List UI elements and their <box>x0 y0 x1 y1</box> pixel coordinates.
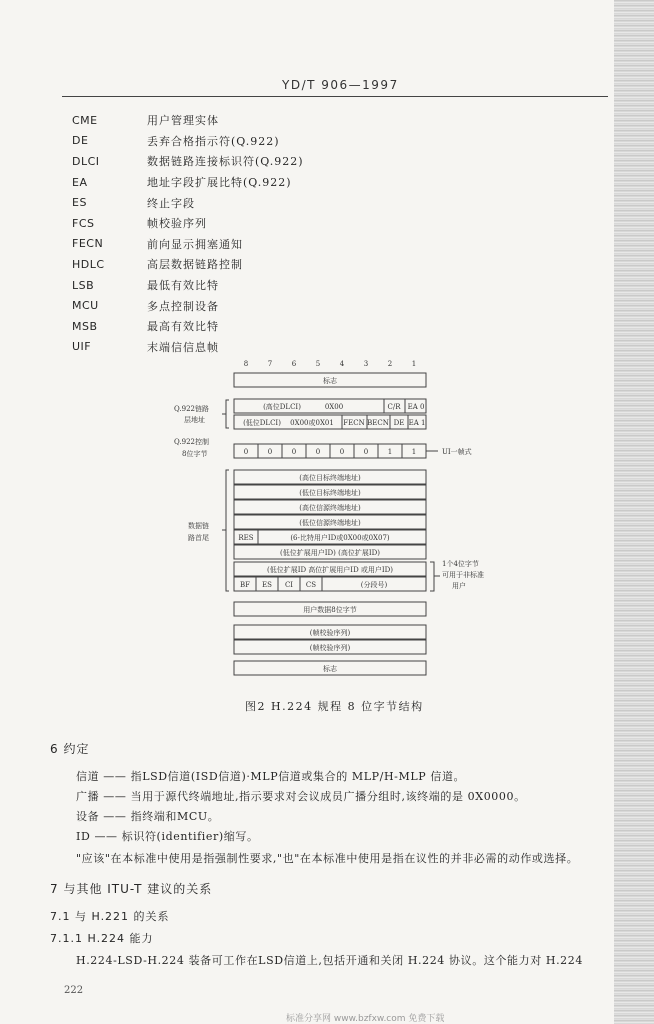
section-7-1-1-title: 7.1.1 H.224 能力 <box>50 932 154 945</box>
bit-num-2: 2 <box>387 360 393 368</box>
addr2-de: DE <box>393 419 405 427</box>
section-7-1-1-text: H.224-LSD-H.224 装备可工作在LSD信道上,包括开通和关闭 H.224 协议。这个能力对 H.224 <box>76 954 583 967</box>
ctrl-bit-1: 1 <box>411 448 417 456</box>
flag-bottom-box <box>234 661 426 675</box>
abbreviation-row <box>72 234 492 255</box>
definition-should: "应该"在本标准中使用是指强制性要求,"也"在本标准中使用是指在议性的并非必需的动作或选择。 <box>76 852 579 865</box>
dl-row-6: (低位扩展用户ID) (高位扩展ID) <box>280 549 380 557</box>
addr2-fecn: FECN <box>343 419 365 427</box>
abbreviation-definition: 数据链路连接标识符(Q.922) <box>147 155 304 169</box>
abbreviation-definition: 高层数据链路控制 <box>147 258 243 272</box>
header-rule <box>62 96 608 97</box>
flag-bottom-label: 标志 <box>323 665 337 673</box>
definition-id: ID —— 标识符(identifier)缩写。 <box>76 830 259 843</box>
abbreviation-definition: 最低有效比特 <box>147 279 219 293</box>
dl-row-4: (低位信源终端地址) <box>299 519 361 527</box>
q922-control-label-1: Q.922控制 <box>174 438 209 446</box>
abbreviation-definition: 终止字段 <box>147 196 195 210</box>
dl-header-label-1: 数据链 <box>188 522 209 530</box>
dl-row-5-res: RES <box>238 534 254 542</box>
q922-address-label-2: 层地址 <box>184 416 205 424</box>
definition-device: 设备 —— 指终端和MCU。 <box>76 810 220 823</box>
ctrl-bit-3: 0 <box>363 448 369 456</box>
dl-row-8-cs: CS <box>305 581 317 589</box>
addr2-ea: EA 1 <box>408 419 426 427</box>
abbreviation-definition: 最高有效比特 <box>147 320 219 334</box>
dl-row-1: (高位目标终端地址) <box>299 474 361 482</box>
address-octet-1 <box>234 399 426 413</box>
address-octet-2 <box>234 415 426 429</box>
bit-num-4: 4 <box>339 360 345 368</box>
flag-top-box <box>234 373 426 387</box>
abbreviation-term: FCS <box>72 216 95 230</box>
abbreviation-term: DE <box>72 134 89 148</box>
abbreviation-row <box>72 192 492 213</box>
ctrl-bit-2: 1 <box>387 448 393 456</box>
watermark-footer: 标准分享网 www.bzfxw.com 免费下载 <box>286 1014 445 1024</box>
scanned-page-edge <box>614 0 654 1024</box>
fcs-label-1: (帧校验序列) <box>309 629 351 637</box>
ctrl-bit-5: 0 <box>315 448 321 456</box>
bit-num-6: 6 <box>291 360 297 368</box>
dl-row-3: (高位信源终端地址) <box>299 504 361 512</box>
abbreviation-definition: 用户管理实体 <box>147 114 219 128</box>
fcs-octet-2 <box>234 640 426 654</box>
ui-frame-label: UI一帧式 <box>442 448 472 456</box>
abbreviation-term: MCU <box>72 299 99 313</box>
bit-num-3: 3 <box>363 360 369 368</box>
abbreviation-term: CME <box>72 113 98 127</box>
ctrl-bit-7: 0 <box>267 448 273 456</box>
ctrl-bit-6: 0 <box>291 448 297 456</box>
fcs-octet-1 <box>234 625 426 639</box>
abbreviation-row <box>72 337 492 358</box>
bit-num-7: 7 <box>267 360 273 368</box>
definition-channel: 信道 —— 指LSD信道(ISD信道)·MLP信道或集合的 MLP/H-MLP 信道。 <box>76 770 466 783</box>
dl-header-label-2: 路首尾 <box>188 534 209 542</box>
user-data-octet <box>234 602 426 616</box>
dl-row-8-segment: (分段号) <box>360 581 388 589</box>
abbreviation-term: DLCI <box>72 154 100 168</box>
flag-top-label: 标志 <box>323 377 337 385</box>
abbreviation-row <box>72 110 492 131</box>
annotation-line-2: 可用于非标准 <box>442 571 484 579</box>
abbreviation-term: EA <box>72 175 88 189</box>
abbreviation-definition: 多点控制设备 <box>147 299 219 313</box>
control-octet <box>234 444 426 458</box>
abbreviation-definition: 前向显示拥塞通知 <box>147 237 243 251</box>
page-header: YD/T 906—1997 <box>282 78 399 92</box>
abbreviation-definition: 末端信信息帧 <box>147 340 219 354</box>
ctrl-bit-4: 0 <box>339 448 345 456</box>
user-data-label: 用户数据8位字节 <box>303 606 357 614</box>
addr1-high-dlci: (高位DLCI) <box>263 403 301 411</box>
dl-row-7: (低位扩展ID 高位扩展用户ID 或用户ID) <box>266 566 394 574</box>
abbreviation-row <box>72 172 492 193</box>
annotation-line-1: 1个4位字节 <box>442 560 479 568</box>
definition-broadcast: 广播 —— 当用于源代终端地址,指示要求对会议成员广播分组时,该终端的是 0X0000。 <box>76 790 526 803</box>
abbreviation-term: HDLC <box>72 257 105 271</box>
abbreviation-row <box>72 295 492 316</box>
annotation-line-3: 用户 <box>452 582 466 590</box>
q922-address-label-1: Q.922链路 <box>174 405 209 413</box>
addr2-value: 0X00或0X01 <box>290 419 334 427</box>
dl-row-8-bf: BF <box>239 581 251 589</box>
abbreviation-row <box>72 316 492 337</box>
dl-row-8-ci: CI <box>284 581 294 589</box>
dl-row-2: (低位目标终端地址) <box>299 489 361 497</box>
addr1-value: 0X00 <box>324 403 344 411</box>
abbreviation-row <box>72 213 492 234</box>
dl-row-5-userid: (6-比特用户ID或0X00或0X07) <box>290 534 390 542</box>
bit-num-5: 5 <box>315 360 321 368</box>
abbreviation-term: LSB <box>72 278 95 292</box>
bit-num-1: 1 <box>411 360 417 368</box>
abbreviation-row <box>72 131 492 152</box>
fcs-label-2: (帧校验序列) <box>309 644 351 652</box>
q922-control-label-2: 8位字节 <box>182 450 208 458</box>
abbreviation-row <box>72 275 492 296</box>
addr2-becn: BECN <box>367 419 389 427</box>
section-7-1-title: 7.1 与 H.221 的关系 <box>50 910 170 923</box>
figure-caption: 图2 H.224 规程 8 位字节结构 <box>245 700 424 713</box>
addr1-cr: C/R <box>387 403 401 411</box>
addr2-low-dlci: (低位DLCI) <box>243 419 281 427</box>
addr1-ea: EA 0 <box>407 403 425 411</box>
dl-row-8-es: ES <box>262 581 272 589</box>
abbreviation-definition: 帧校验序列 <box>147 217 207 231</box>
abbreviation-definition: 地址字段扩展比特(Q.922) <box>147 176 292 190</box>
page-number: 222 <box>64 985 84 996</box>
ctrl-bit-8: 0 <box>243 448 249 456</box>
abbreviation-list <box>72 110 492 357</box>
abbreviation-term: UIF <box>72 340 92 354</box>
abbreviation-term: FECN <box>72 237 104 251</box>
abbreviation-row <box>72 254 492 275</box>
abbreviation-term: ES <box>72 196 87 210</box>
section-7-title: 7 与其他 ITU-T 建议的关系 <box>50 882 213 896</box>
abbreviation-definition: 丢弃合格指示符(Q.922) <box>147 134 280 148</box>
bit-num-8: 8 <box>243 360 249 368</box>
abbreviation-term: MSB <box>72 319 98 333</box>
section-6-title: 6 约定 <box>50 742 90 756</box>
abbreviation-row <box>72 151 492 172</box>
